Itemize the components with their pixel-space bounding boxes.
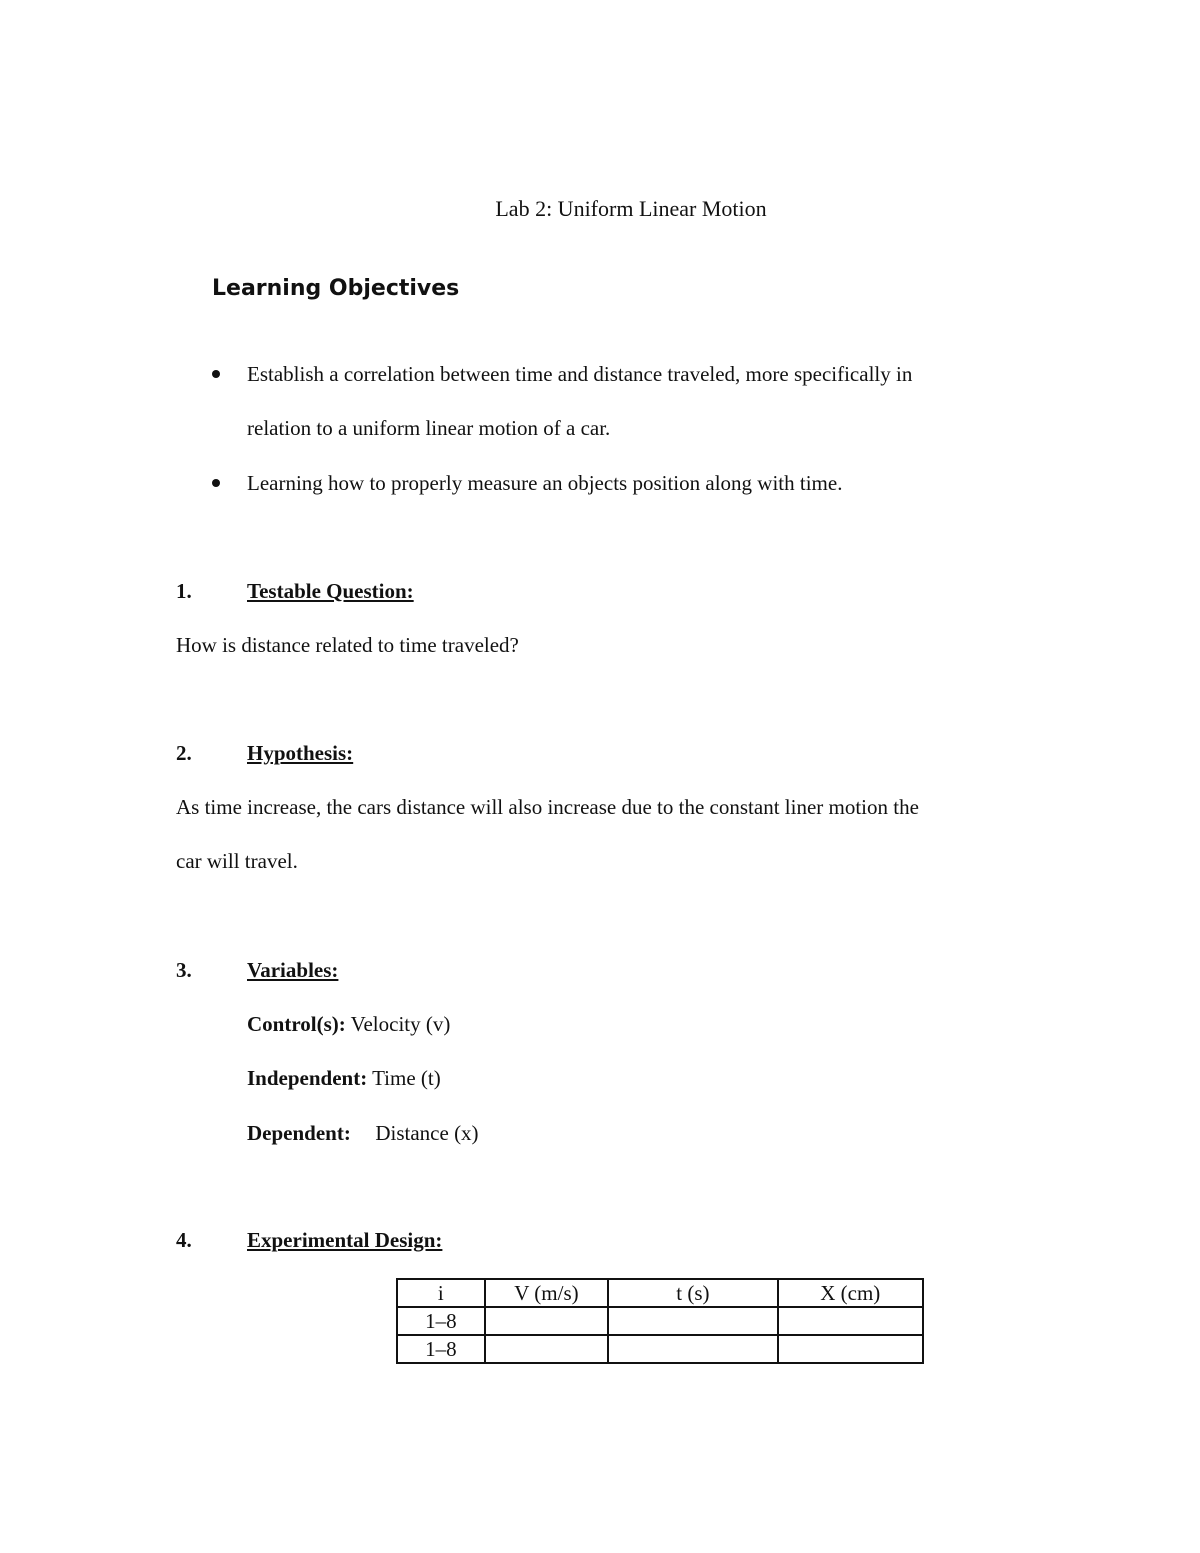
- variable-control-label: Control(s):: [247, 1012, 346, 1036]
- section-1-title: Testable Question:: [247, 579, 414, 603]
- variable-dependent-value: Distance (x): [375, 1121, 479, 1145]
- table-cell: 1–8: [397, 1307, 485, 1335]
- variable-dependent: [247, 1121, 479, 1146]
- section-1-text: How is distance related to time traveled?: [176, 633, 519, 657]
- section-2-text-line-1: As time increase, the cars distance will also increase due to the constant liner motion the: [176, 795, 919, 819]
- objective-2-line-1: Learning how to properly measure an objects position along with time.: [247, 471, 843, 495]
- table-row: [397, 1307, 923, 1335]
- table-cell: [485, 1307, 609, 1335]
- section-2-title: Hypothesis:: [247, 741, 354, 765]
- table-header-cell: i: [397, 1279, 485, 1307]
- objective-1-line-2: relation to a uniform linear motion of a car.: [247, 416, 611, 440]
- learning-objectives-heading: Learning Objectives: [212, 276, 460, 301]
- section-4-number: 4.: [176, 1228, 192, 1252]
- variable-dependent-label: Dependent:: [247, 1121, 351, 1145]
- section-3-number: 3.: [176, 958, 192, 982]
- variable-independent: [247, 1066, 441, 1091]
- table-cell: [608, 1307, 777, 1335]
- table-header-row: [397, 1279, 923, 1307]
- section-2-number: 2.: [176, 741, 192, 765]
- bullet-icon: [212, 370, 220, 378]
- variable-independent-label: Independent:: [247, 1066, 368, 1090]
- table-header-cell: X (cm): [778, 1279, 924, 1307]
- section-3-title: Variables:: [247, 958, 339, 982]
- bullet-icon: [212, 479, 220, 487]
- document-title: Lab 2: Uniform Linear Motion: [495, 196, 767, 221]
- objective-1-line-1: Establish a correlation between time and distance traveled, more specifically in: [247, 362, 913, 386]
- experimental-design-table: [396, 1278, 924, 1364]
- variable-control-value: Velocity (v): [350, 1012, 451, 1036]
- variable-control: [247, 1012, 450, 1037]
- table-cell: [485, 1335, 609, 1363]
- section-4-title: Experimental Design:: [247, 1228, 443, 1252]
- table-row: [397, 1335, 923, 1363]
- table-header-cell: t (s): [608, 1279, 777, 1307]
- table-header-cell: V (m/s): [485, 1279, 609, 1307]
- table-cell: [778, 1335, 924, 1363]
- table-cell: [778, 1307, 924, 1335]
- table-cell: 1–8: [397, 1335, 485, 1363]
- table-cell: [608, 1335, 777, 1363]
- variable-independent-value: Time (t): [372, 1066, 441, 1090]
- section-1-number: 1.: [176, 579, 192, 603]
- section-2-text-line-2: car will travel.: [176, 849, 298, 873]
